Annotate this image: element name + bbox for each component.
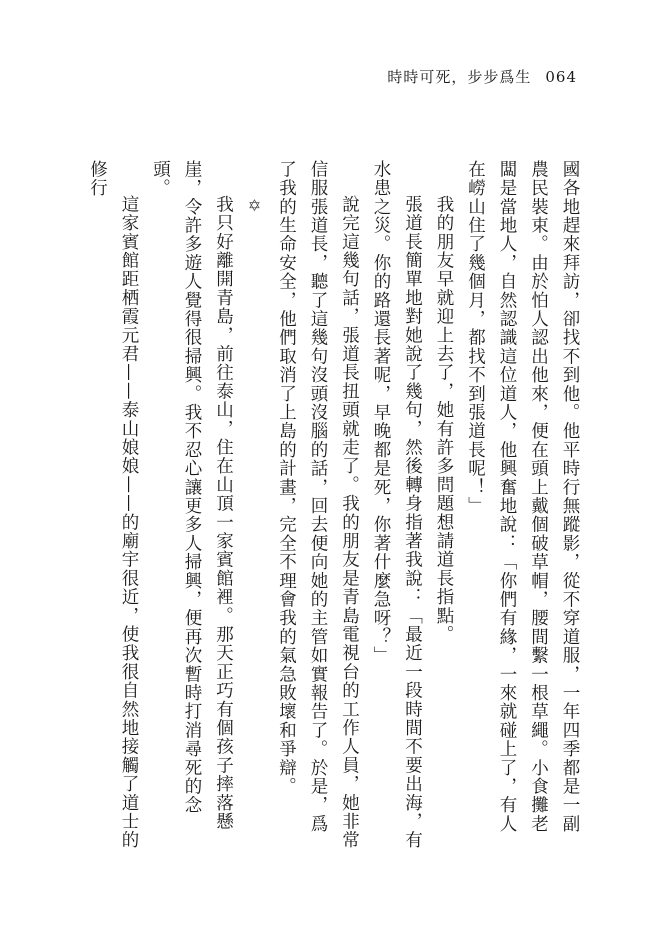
page-number: 064 (545, 68, 577, 86)
paragraph: 我只好離開青島，前往泰山，住在山頂一家賓館裡。那天正巧有個孩子摔落懸崖，令許多遊人覺得很掃興。我不忍心讓更多人掃興，便再次暫時打消尋死的念頭。 (150, 160, 234, 831)
paragraph: 我的朋友早就迎上去了，她有許多問題想請道長指點。 (434, 195, 454, 644)
running-title: 時時可死，步步爲生 (387, 68, 532, 86)
paragraph: 張道長簡單地對她說了幾句，然後轉身指著我說：「最近一段時間不要出海，有水患之災。你的路還長著呢，早晚都是死，你著什麼急呀？」 (371, 160, 423, 850)
running-header (387, 66, 577, 87)
paragraph: 說完這幾句話，張道長扭頭就走了。我的朋友是青島電視台的工作人員，她非常信服張道長，聽了這幾句沒頭沒腦的話，回去便向她的主管如實報告了。於是，爲了我的生命安全，他們取消了上島的計畫，完全不理會我的氣急敗壞和爭辯。 (276, 160, 360, 850)
paragraph: 這家賓館距栖霞元君——泰山娘娘——的廟宇很近，使我很自然地接觸了道士的修行 (87, 160, 139, 850)
vertical-text-body (81, 160, 585, 850)
paragraph-continued: 國各地趕來拜訪，卻找不到他。他平時行無蹤影，從不穿道服，一年四季都是一副農民裝束。由於怕人認出他來，便在頭上戴個破草帽，腰間繫一根草繩。小食攤老闆是當地人，自然認識這位道人，他興奮地說：「你們有緣，一來就碰上了，有人在嶗山住了幾個月，都找不到張道長呢！」 (465, 160, 580, 834)
section-divider-icon: ✡ (245, 196, 264, 217)
